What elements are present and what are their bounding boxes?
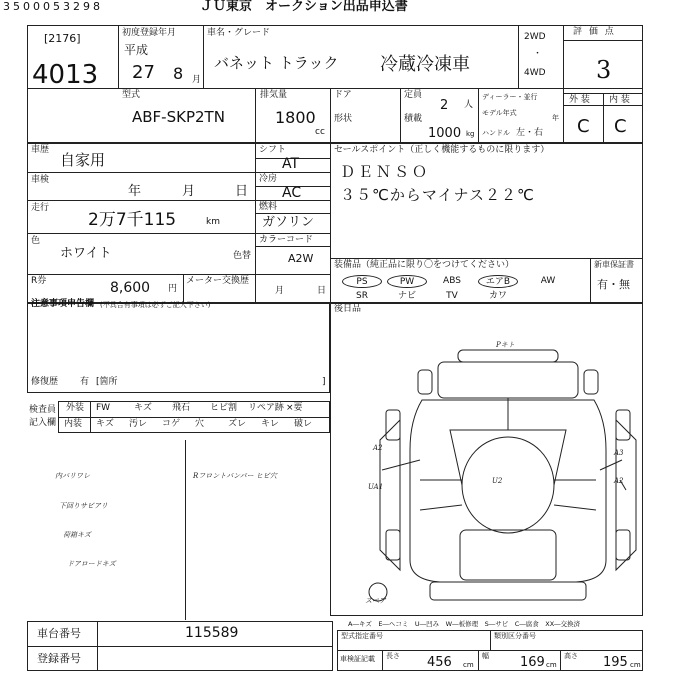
equipment-label: 装備品（純正品に限り〇をつけてください） — [334, 260, 515, 270]
notes-frame — [27, 303, 330, 393]
selling-point-line1: ＤＥＮＳＯ — [340, 163, 431, 181]
mileage-label: 走行 — [31, 203, 50, 213]
recycle-value: 8,600 — [110, 280, 151, 296]
lot-ref-code: [2176] — [44, 32, 81, 45]
capacity: 2 — [440, 98, 449, 113]
load: 1000 — [428, 126, 462, 141]
inspector-item: 破レ — [294, 419, 313, 429]
fuel-value: ガソリン — [262, 215, 315, 230]
equipment-item: AW — [540, 276, 556, 286]
equipment-item: ABS — [443, 276, 461, 286]
inspector-interior-label: 内装 — [64, 419, 83, 429]
shift-value: AT — [282, 156, 300, 172]
equipment-item: カワ — [488, 291, 507, 301]
equipment-item: SR — [356, 291, 368, 301]
usage-label: 車歴 — [31, 145, 50, 155]
lot-number: 4013 — [32, 60, 99, 90]
vehicle-info-frame — [27, 25, 643, 143]
length-label: 長さ — [386, 652, 400, 660]
selling-point-label: セールスポイント（正しく機能するものに限ります） — [334, 145, 550, 155]
drive-4wd: 4WD — [524, 68, 546, 78]
inspector-item: キレ — [261, 419, 279, 429]
shape-label: 形状 — [334, 114, 353, 124]
repair-history-label: 修復歴 — [31, 377, 59, 387]
mileage-value: 2万7千115 — [88, 210, 177, 230]
diagram-label: UA1 — [368, 483, 384, 491]
width-value: 169 — [520, 655, 545, 670]
barcode-number: 3500053298 — [3, 0, 103, 13]
form-title: ＪＵ東京 オークション出品申込書 — [200, 0, 408, 14]
exterior-rating-label: 外 装 — [569, 95, 590, 105]
inspector-item: キズ — [96, 419, 114, 429]
interior-rating-label: 内 装 — [609, 95, 630, 105]
length-value: 456 — [427, 655, 452, 670]
notes-label: 注意事項申告欄 — [31, 299, 95, 309]
model-type-label: 型式 — [122, 90, 141, 100]
inspector-item: FW — [96, 403, 111, 413]
car-grade: 冷蔵冷凍車 — [380, 54, 470, 75]
diagram-label: A2 — [373, 444, 383, 452]
reg-month-unit: 月 — [192, 75, 202, 85]
inspector-exterior-label: 外装 — [66, 403, 85, 413]
usage-value: 自家用 — [60, 151, 106, 169]
drive-2wd: 2WD — [524, 32, 546, 42]
diagram-label: A2 — [614, 477, 624, 485]
chassis-label: 車台番号 — [37, 627, 81, 640]
inspector-item: 汚レ — [129, 419, 148, 429]
model-type: ABF-SKP2TN — [132, 108, 225, 126]
fuel-label: 燃料 — [259, 202, 278, 212]
load-unit: kg — [466, 130, 475, 138]
reg-month: 8 — [173, 64, 184, 83]
vehicle-damage-diagram — [340, 330, 640, 610]
meter-change-day: 日 — [317, 286, 327, 296]
interior-rating: C — [614, 116, 627, 137]
capacity-unit: 人 — [464, 100, 474, 110]
inspection-month-unit: 月 — [182, 184, 196, 199]
recycle-label: R券 — [31, 276, 47, 286]
repair-history-value: 有 — [80, 377, 90, 387]
inspector-label-1: 検査員 — [29, 405, 57, 415]
displacement: 1800 — [275, 108, 316, 127]
car-name: バネット トラック — [214, 54, 339, 72]
load-label: 積載 — [404, 114, 423, 124]
model-year-label: モデル年式 — [482, 109, 517, 117]
notes-sub: (不具合有事項は必ずご記入下さい) — [100, 301, 211, 309]
equipment-item: TV — [446, 291, 458, 301]
width-unit: cm — [546, 661, 557, 669]
category-label: 類別区分番号 — [494, 632, 536, 640]
inspection-year-unit: 年 — [128, 184, 142, 199]
diagram-label: Pキト — [496, 341, 515, 349]
color-change-label: 色替 — [233, 251, 252, 261]
chassis-number: 115589 — [185, 625, 239, 641]
handwritten-note: 内バリワレ — [55, 472, 90, 480]
inspector-item: 飛石 — [172, 403, 191, 413]
aftermarket-label: 後日品 — [334, 304, 362, 314]
warranty-label: 新車保証書 — [594, 260, 634, 269]
equipment-item: エアB — [478, 275, 518, 288]
meter-change-label: メーター交換歴 — [186, 276, 250, 286]
equipment-item: PS — [342, 275, 382, 288]
class-spec-label: 車検証記載 — [340, 655, 375, 663]
handwritten-note-right: Rフロントバンパー ヒビ穴 — [193, 472, 277, 480]
height-value: 195 — [603, 655, 628, 670]
length-unit: cm — [463, 661, 474, 669]
equipment-item: ナビ — [397, 291, 416, 301]
repair-spot-end: ] — [322, 377, 326, 387]
aircon-label: 冷房 — [259, 174, 278, 184]
inspection-day-unit: 日 — [235, 184, 249, 199]
handle: 左・右 — [516, 128, 544, 138]
color-label: 色 — [31, 236, 41, 246]
height-unit: cm — [630, 661, 641, 669]
diagram-label: U2 — [492, 477, 503, 485]
displacement-unit: cc — [315, 127, 325, 137]
height-label: 高さ — [564, 652, 578, 660]
displacement-label: 排気量 — [260, 90, 288, 100]
dealer-label: ディーラー・並行 — [482, 93, 538, 101]
model-grade-label: 車名・グレード — [207, 28, 271, 38]
type-spec-label: 型式指定番号 — [341, 632, 383, 640]
handle-label: ハンドル — [482, 129, 510, 137]
color-code: A2W — [288, 252, 314, 265]
damage-legend: A―キズ E―ヘコミ U―凹み W―板修理 S―サビ C―腐食 XX―交換済 — [348, 620, 581, 628]
warranty-value: 有・無 — [597, 278, 630, 291]
selling-point-line2: ３５℃からマイナス２２℃ — [340, 186, 535, 204]
inspector-item: ズレ — [228, 419, 247, 429]
handwritten-note: 荷箱キズ — [63, 531, 91, 539]
width-label: 幅 — [482, 652, 489, 660]
inspection-label: 車検 — [31, 175, 50, 185]
inspector-item: キズ — [134, 403, 152, 413]
era: 平成 — [124, 43, 149, 57]
diagram-label: スペア — [365, 597, 386, 605]
meter-change-month: 月 — [275, 286, 285, 296]
rating-label: 評 価 点 — [573, 27, 616, 37]
exterior-rating: C — [577, 116, 590, 137]
first-registration-label: 初度登録年月 — [122, 28, 177, 38]
handwritten-note: ドアロードキズ — [67, 560, 116, 568]
inspector-item: リペア跡 — [248, 403, 284, 413]
doors-label: ドア — [334, 90, 352, 100]
handwritten-note: 下回りサビアリ — [59, 502, 108, 510]
reg-year: 27 — [132, 62, 155, 83]
registration-label: 登録番号 — [37, 652, 81, 665]
rating-score: 3 — [596, 56, 612, 84]
recycle-unit: 円 — [168, 284, 178, 294]
inspector-item: ×要 — [286, 403, 303, 413]
equipment-item: PW — [387, 275, 427, 288]
inspector-label-2: 記入欄 — [29, 418, 57, 428]
aircon-value: AC — [282, 185, 302, 201]
model-year-unit: 年 — [552, 114, 559, 122]
shift-label: シフト — [259, 145, 287, 155]
drive-dot: ・ — [533, 49, 543, 59]
capacity-label: 定員 — [404, 90, 423, 100]
color-value: ホワイト — [60, 246, 112, 261]
mileage-unit: km — [206, 217, 220, 227]
inspector-item: コゲ — [162, 419, 181, 429]
repair-spot: [箇所 — [96, 377, 118, 387]
inspector-item: ヒビ割 — [210, 403, 238, 413]
diagram-label: A3 — [614, 449, 624, 457]
inspector-item: 穴 — [195, 419, 205, 429]
color-code-label: カラーコード — [259, 235, 314, 245]
